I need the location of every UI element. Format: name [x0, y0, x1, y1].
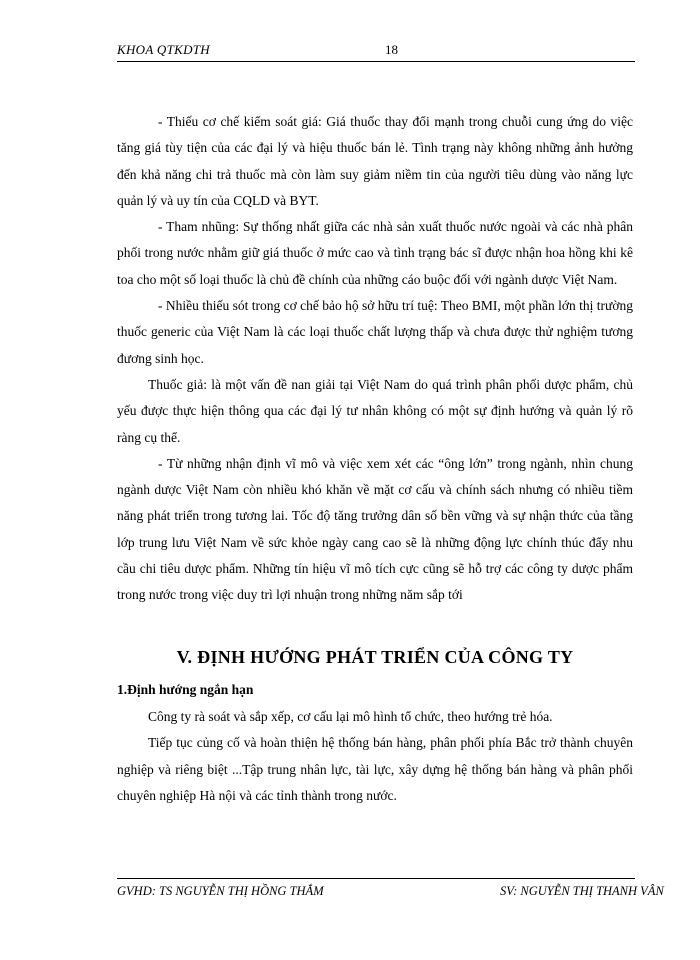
paragraph-ip-protection: - Nhiều thiếu sót trong cơ chế bảo hộ sở hữu trí tuệ: Theo BMI, một phần lớn thị trường thuốc generic của Việt Nam là các loại thuốc chất lượng thấp và chưa được thử nghiệm tương đương sinh học.	[117, 298, 633, 366]
paragraph-corruption: - Tham nhũng: Sự thống nhất giữa các nhà sản xuất thuốc nước ngoài và các nhà phân phối trong nước nhằm giữ giá thuốc ở mức cao và tình trạng bác sĩ được nhận hoa hồng khi kê toa cho một số loại thuốc là chủ đề chính của những cáo buộc đối với ngành dược Việt Nam.	[117, 219, 633, 287]
subsection-heading: 1.Định hướng ngắn hạn	[117, 682, 254, 697]
paragraph-price-control: - Thiếu cơ chế kiểm soát giá: Giá thuốc thay đổi mạnh trong chuỗi cung ứng do việc tăng giá tùy tiện của các đại lý và hiệu thuốc bán lẻ. Tình trạng này không những ảnh hưởng đến khả năng chi trả thuốc mà còn làm suy giảm niềm tin của người tiêu dùng vào năng lực quản lý và uy tín của CQLD và BYT.	[117, 114, 633, 208]
body-text	[117, 109, 633, 609]
paragraph-restructure: Công ty rà soát và sắp xếp, cơ cấu lại mô hình tổ chức, theo hướng trẻ hóa.	[148, 709, 553, 724]
header-faculty: KHOA QTKDTH	[117, 42, 210, 57]
footer-advisor: GVHD: TS NGUYỄN THỊ HỒNG THẮM	[117, 884, 324, 898]
section-title: V. ĐỊNH HƯỚNG PHÁT TRIỂN CỦA CÔNG TY	[176, 647, 574, 667]
paragraph-counterfeit: Thuốc giả: là một vấn đề nan giải tại Việt Nam do quá trình phân phối dược phẩm, chủ yếu được thực hiện thông qua các đại lý tư nhân không có một sự định hướng và quản lý rõ ràng cụ thể.	[117, 376, 633, 445]
footer-rule	[117, 878, 635, 879]
footer-student: SV: NGUYỄN THỊ THANH VÂN	[500, 884, 664, 898]
section-body	[117, 704, 633, 809]
header-rule	[117, 61, 635, 62]
paragraph-distribution: Tiếp tục củng cố và hoàn thiện hệ thống bán hàng, phân phối phía Bắc trở thành chuyên nghiệp và riêng biệt ...Tập trung nhân lực, tài lực, xây dựng hệ thống bán hàng và phân phối chuyên nghiệp Hà nội và các tỉnh thành trong nước.	[117, 735, 633, 803]
paragraph-conclusion: - Từ những nhận định vĩ mô và việc xem xét các “ông lớn” trong ngành, nhìn chung ngành dược Việt Nam còn nhiều khó khăn về mặt cơ cấu và chính sách nhưng có nhiều tiềm năng phát triển trong tương lai. Tốc độ tăng trưởng dân số bền vững và sự nhận thức của tầng lớp trung lưu Việt Nam về sức khỏe ngày cang cao sẽ là những động lực chính thúc đẩy nhu cầu chi tiêu dược phẩm. Những tín hiệu vĩ mô tích cực cũng sẽ hỗ trợ các công ty dược phẩm trong nước trong việc duy trì lợi nhuận trong những năm sắp tới	[117, 455, 633, 603]
page-header	[117, 38, 635, 62]
page-number: 18	[385, 42, 398, 57]
